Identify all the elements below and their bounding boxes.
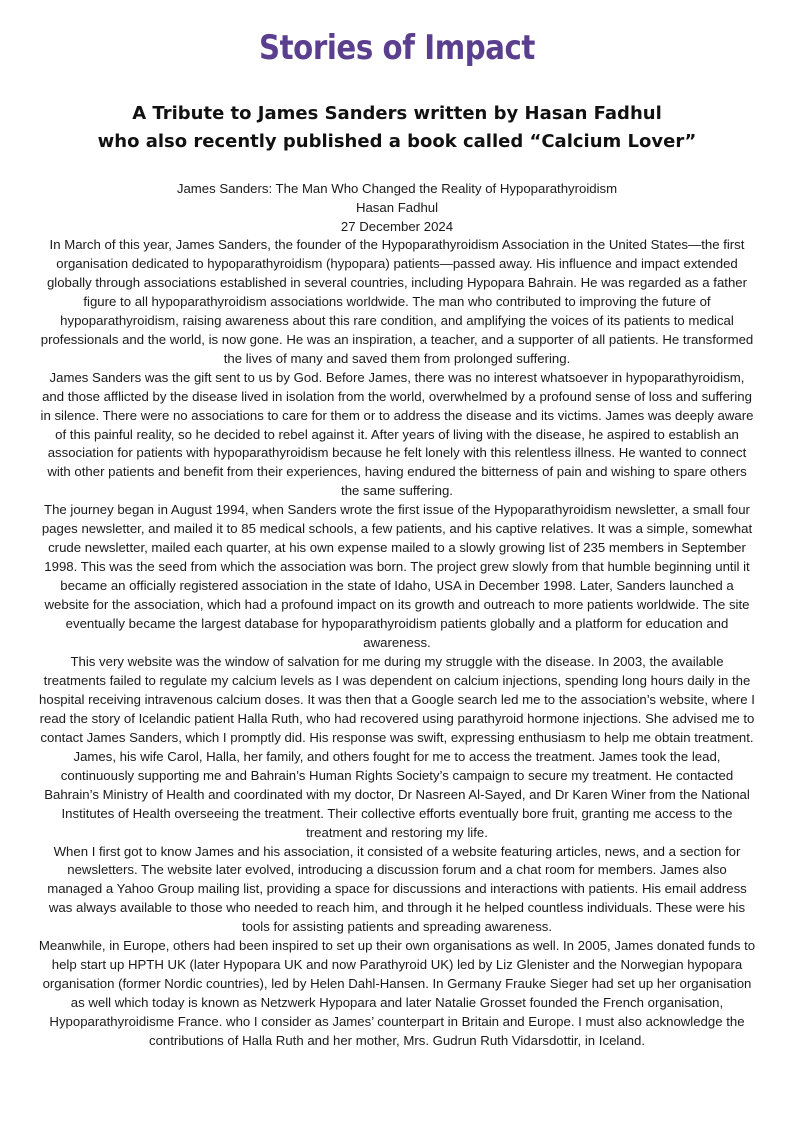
tribute-heading-line-1: A Tribute to James Sanders written by Hasan Fadhul [132, 103, 662, 124]
article-title: James Sanders: The Man Who Changed the Reality of Hypoparathyroidism [176, 181, 618, 196]
tribute-heading-line-2: who also recently published a book called “Calcium Lover” [97, 131, 697, 152]
paragraph-1: In March of this year, James Sanders, the founder of the Hypoparathyroidism Association in the United States—the first organisation dedicated to hypoparathyroidism (hypopara) patients—passed away. His influence and impact extended globally through associations established in several countries, including Hypopara Bahrain. He was regarded as a father figure to all hypoparathyroidism associations worldwide. The man who contributed to improving the future of hypoparathyroidism, raising awareness about this rare condition, and amplifying the voices of its patients to medical professionals and the world, is now gone. He was an inspiration, a teacher, and a supporter of all patients. He transformed the lives of many and saved them from prolonged suffering. [40, 237, 754, 366]
paragraph-5: When I first got to know James and his association, it consisted of a website featuring articles, news, and a section for newsletters. The website later evolved, introducing a discussion forum and a chat room for members. James also managed a Yahoo Group mailing list, providing a space for discussions and interactions with patients. His email address was always available to those who needed to reach him, and through it he helped countless individuals. These were his tools for assisting patients and spreading awareness. [47, 843, 747, 935]
paragraph-6: Meanwhile, in Europe, others had been inspired to set up their own organisations as well. In 2005, James donated funds to help start up HPTH UK (later Hypopara UK and now Parathyroid UK) led by Liz Glenister and the Norwegian hypopara organisation (former Nordic countries), led by Helen Dahl-Hansen. In Germany Frauke Sieger had set up her organisation as well which today is known as Netzwerk Hypopara and later Natalie Grosset founded the French organisation, Hypoparathyroidisme France. who I consider as James’ counterpart in Britain and Europe. I must also acknowledge the contributions of Halla Ruth and her mother, Mrs. Gudrun Ruth Vidarsdottir, in Iceland. [38, 938, 756, 1049]
paragraph-3: The journey began in August 1994, when Sanders wrote the first issue of the Hypoparathyroidism newsletter, a small four pages newsletter, and mailed it to 85 medical schools, a few patients, and his captive relatives. It was a simple, somewhat crude newsletter, mailed each quarter, at his own expense mailed to a slowly growing list of 235 members in September 1998. This was the seed from which the association was born. The project grew slowly from that humble beginning until it became an officially registered association in the state of Idaho, USA in December 1998. Later, Sanders launched a website for the association, which had a profound impact on its growth and outreach to more patients worldwide. The site eventually became the largest database for hypoparathyroidism patients globally and a platform for education and awareness. [41, 502, 753, 651]
article-meta [38, 179, 756, 236]
tribute-heading [38, 100, 756, 156]
article-date: 27 December 2024 [340, 219, 454, 234]
paragraph-4: This very website was the window of salvation for me during my struggle with the disease. In 2003, the available treatments failed to regulate my calcium levels as I was dependent on calcium injections, spending long hours daily in the hospital receiving intravenous calcium doses. It was then that a Google search led me to the association’s website, where I read the story of Icelandic patient Halla Ruth, who had recovered using parathyroid hormone injections. She advised me to contact James Sanders, which I promptly did. His response was swift, expressing enthusiasm to help me obtain treatment. James, his wife Carol, Halla, her family, and others fought for me to access the treatment. James took the lead, continuously supporting me and Bahrain’s Human Rights Society’s campaign to secure my treatment. He contacted Bahrain’s Ministry of Health and coordinated with my doctor, Dr Nasreen Al-Sayed, and Dr Karen Winer from the National Institutes of Health overseeing the treatment. Their collective efforts eventually bore fruit, granting me access to the treatment and restoring my life. [39, 653, 755, 840]
masthead-title: Stories of Impact [258, 28, 535, 68]
paragraph-2: James Sanders was the gift sent to us by God. Before James, there was no interest whatsoever in hypoparathyroidism, and those afflicted by the disease lived in isolation from the world, overwhelmed by a profound sense of loss and suffering in silence. There were no associations to care for them or to address the disease and its victims. James was deeply aware of this painful reality, so he decided to rebel against it. After years of living with the disease, he aspired to establish an association for patients with hypoparathyroidism because he felt lonely with this relentless illness. He wanted to connect with other patients and benefit from their experiences, having endured the bitterness of pain and wishing to spare others the same suffering. [40, 369, 754, 499]
article-body [38, 236, 756, 1051]
article-author: Hasan Fadhul [355, 200, 439, 215]
